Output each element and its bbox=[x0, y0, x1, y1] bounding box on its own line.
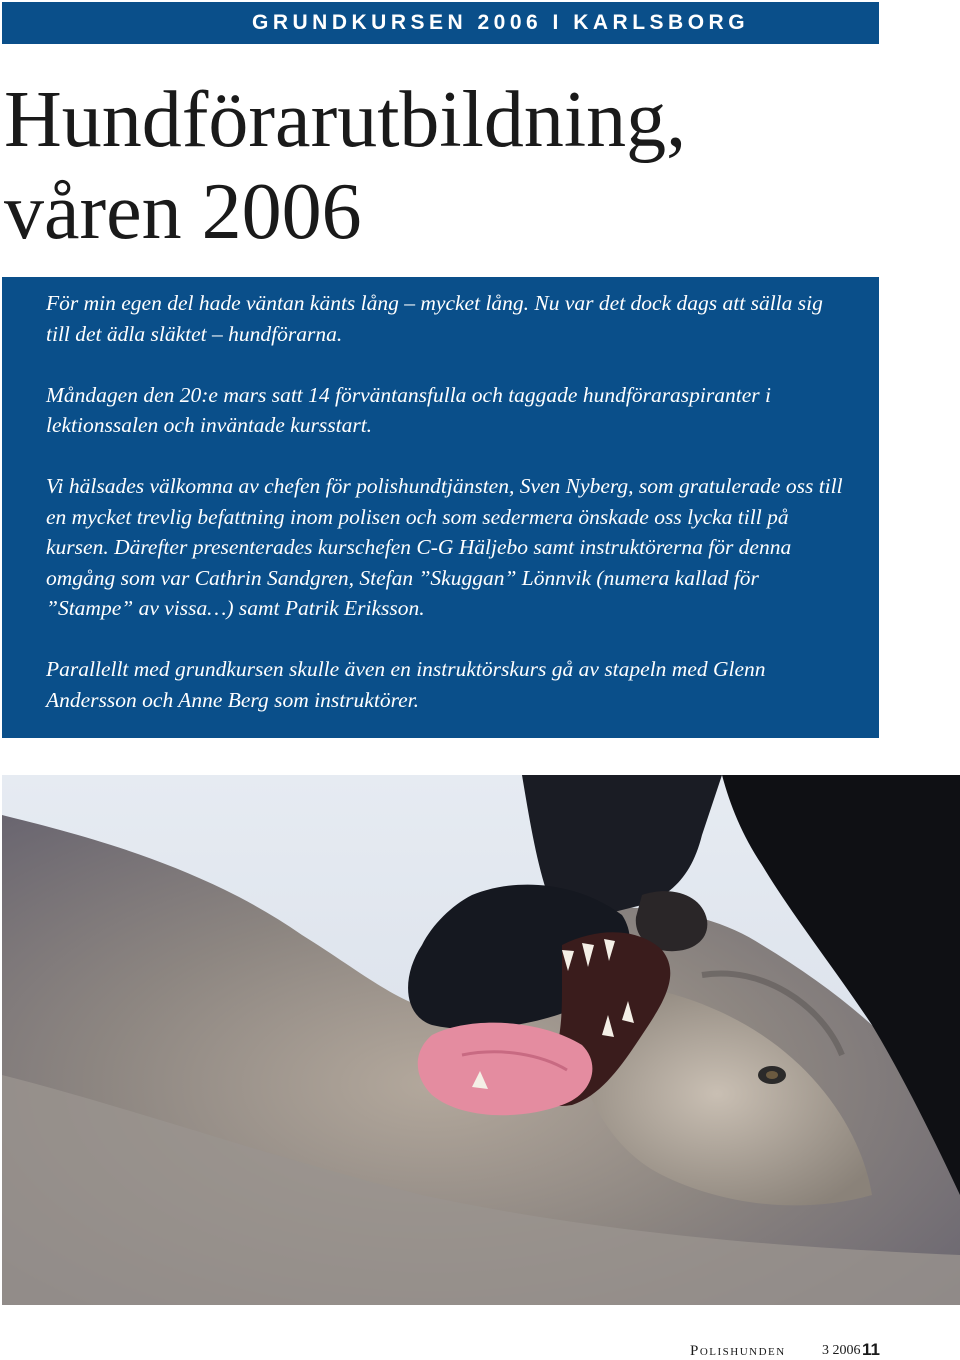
title-line-2: våren 2006 bbox=[4, 168, 362, 256]
intro-box bbox=[2, 277, 879, 738]
intro-paragraph-1: För min egen del hade väntan känts lång – mycket lång. Nu var det dock dags att sälla sig till det ädla släktet – hundförarna. bbox=[46, 291, 823, 346]
intro-text bbox=[46, 288, 846, 715]
section-header: GRUNDKURSEN 2006 I KARLSBORG bbox=[252, 11, 750, 34]
page-number: 11 bbox=[862, 1340, 880, 1359]
header-bar bbox=[2, 2, 879, 44]
footer-magazine-name: Polishunden bbox=[690, 1343, 786, 1359]
intro-paragraph-2: Måndagen den 20:e mars satt 14 förväntansfulla och taggade hundföraraspiranter i lektionssalen och inväntade kursstart. bbox=[46, 382, 771, 437]
intro-paragraph-3: Vi hälsades välkomna av chefen för polishundtjänsten, Sven Nyberg, som gratulerade oss till en mycket trevlig befattning inom polisen och som sedermera önskade oss lycka till på kursen. Därefter presenterades kurschefen C-G Häljebo samt instruktörerna för denna omgång som var Cathrin Sandgren, Stefan ”Skuggan” Lönnvik (numera kallad för ”Stampe” av vissa…) samt Patrik Eriksson. bbox=[46, 474, 843, 620]
footer-issue: 3 2006 bbox=[822, 1343, 861, 1358]
intro-paragraph-4: Parallellt med grundkursen skulle även en instruktörskurs gå av stapeln med Glenn Andersson och Anne Berg som instruktörer. bbox=[46, 657, 766, 712]
title-line-1: Hundförarutbildning, bbox=[4, 76, 687, 164]
page-title bbox=[4, 74, 686, 258]
wolf-photo bbox=[2, 775, 960, 1305]
